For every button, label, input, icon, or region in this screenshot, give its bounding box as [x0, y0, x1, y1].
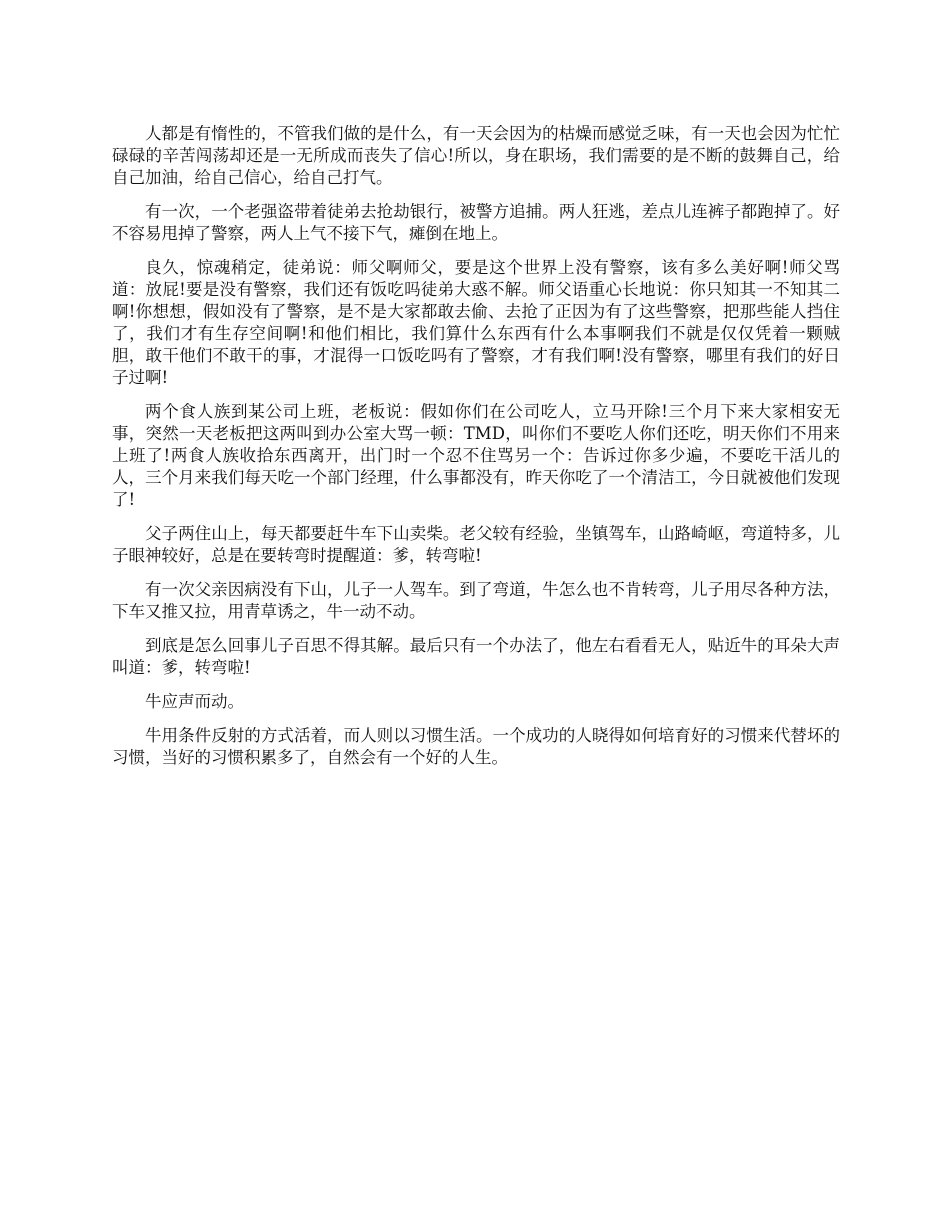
paragraph-5: 父子两住山上，每天都要赶牛车下山卖柴。老父较有经验，坐镇驾车，山路崎岖，弯道特多，儿子眼神较好，总是在要转弯时提醒道：爹，转弯啦! [112, 524, 840, 565]
paragraph-7: 到底是怎么回事儿子百思不得其解。最后只有一个办法了，他左右看看无人，贴近牛的耳朵大声叫道：爹，转弯啦! [112, 636, 840, 677]
paragraph-3: 良久，惊魂稍定，徒弟说：师父啊师父，要是这个世界上没有警察，该有多么美好啊!师父骂道：放屁!要是没有警察，我们还有饭吃吗徒弟大惑不解。师父语重心长地说：你只知其一不知其二啊!你想想，假如没有了警察，是不是大家都敢去偷、去抢了正因为有了这些警察，把那些能人挡住了，我们才有生存空间啊!和他们相比，我们算什么东西有什么本事啊我们不就是仅仅凭着一颗贼胆，敢干他们不敢干的事，才混得一口饭吃吗有了警察，才有我们啊!没有警察，哪里有我们的好日子过啊! [112, 258, 840, 387]
paragraph-6: 有一次父亲因病没有下山，儿子一人驾车。到了弯道，牛怎么也不肯转弯，儿子用尽各种方法，下车又推又拉，用青草诱之，牛一动不动。 [112, 580, 840, 621]
paragraph-4: 两个食人族到某公司上班，老板说：假如你们在公司吃人，立马开除!三个月下来大家相安无事，突然一天老板把这两叫到办公室大骂一顿：TMD，叫你们不要吃人你们还吃，明天你们不用来上班了!两食人族收拾东西离开，出门时一个忍不住骂另一个：告诉过你多少遍，不要吃干活儿的人，三个月来我们每天吃一个部门经理，什么事都没有，昨天你吃了一个清洁工，今日就被他们发现了! [112, 402, 840, 509]
document-body [112, 123, 840, 781]
paragraph-8: 牛应声而动。 [145, 692, 244, 711]
paragraph-2: 有一次，一个老强盗带着徒弟去抢劫银行，被警方追捕。两人狂逃，差点儿连裤子都跑掉了。好不容易甩掉了警察，两人上气不接下气，瘫倒在地上。 [112, 202, 840, 243]
paragraph-1: 人都是有惰性的，不管我们做的是什么，有一天会因为的枯燥而感觉乏味，有一天也会因为忙忙碌碌的辛苦闯荡却还是一无所成而丧失了信心!所以，身在职场，我们需要的是不断的鼓舞自己，给自己加油，给自己信心，给自己打气。 [112, 124, 840, 187]
paragraph-9: 牛用条件反射的方式活着，而人则以习惯生活。一个成功的人晓得如何培育好的习惯来代替坏的习惯，当好的习惯积累多了，自然会有一个好的人生。 [112, 726, 840, 767]
